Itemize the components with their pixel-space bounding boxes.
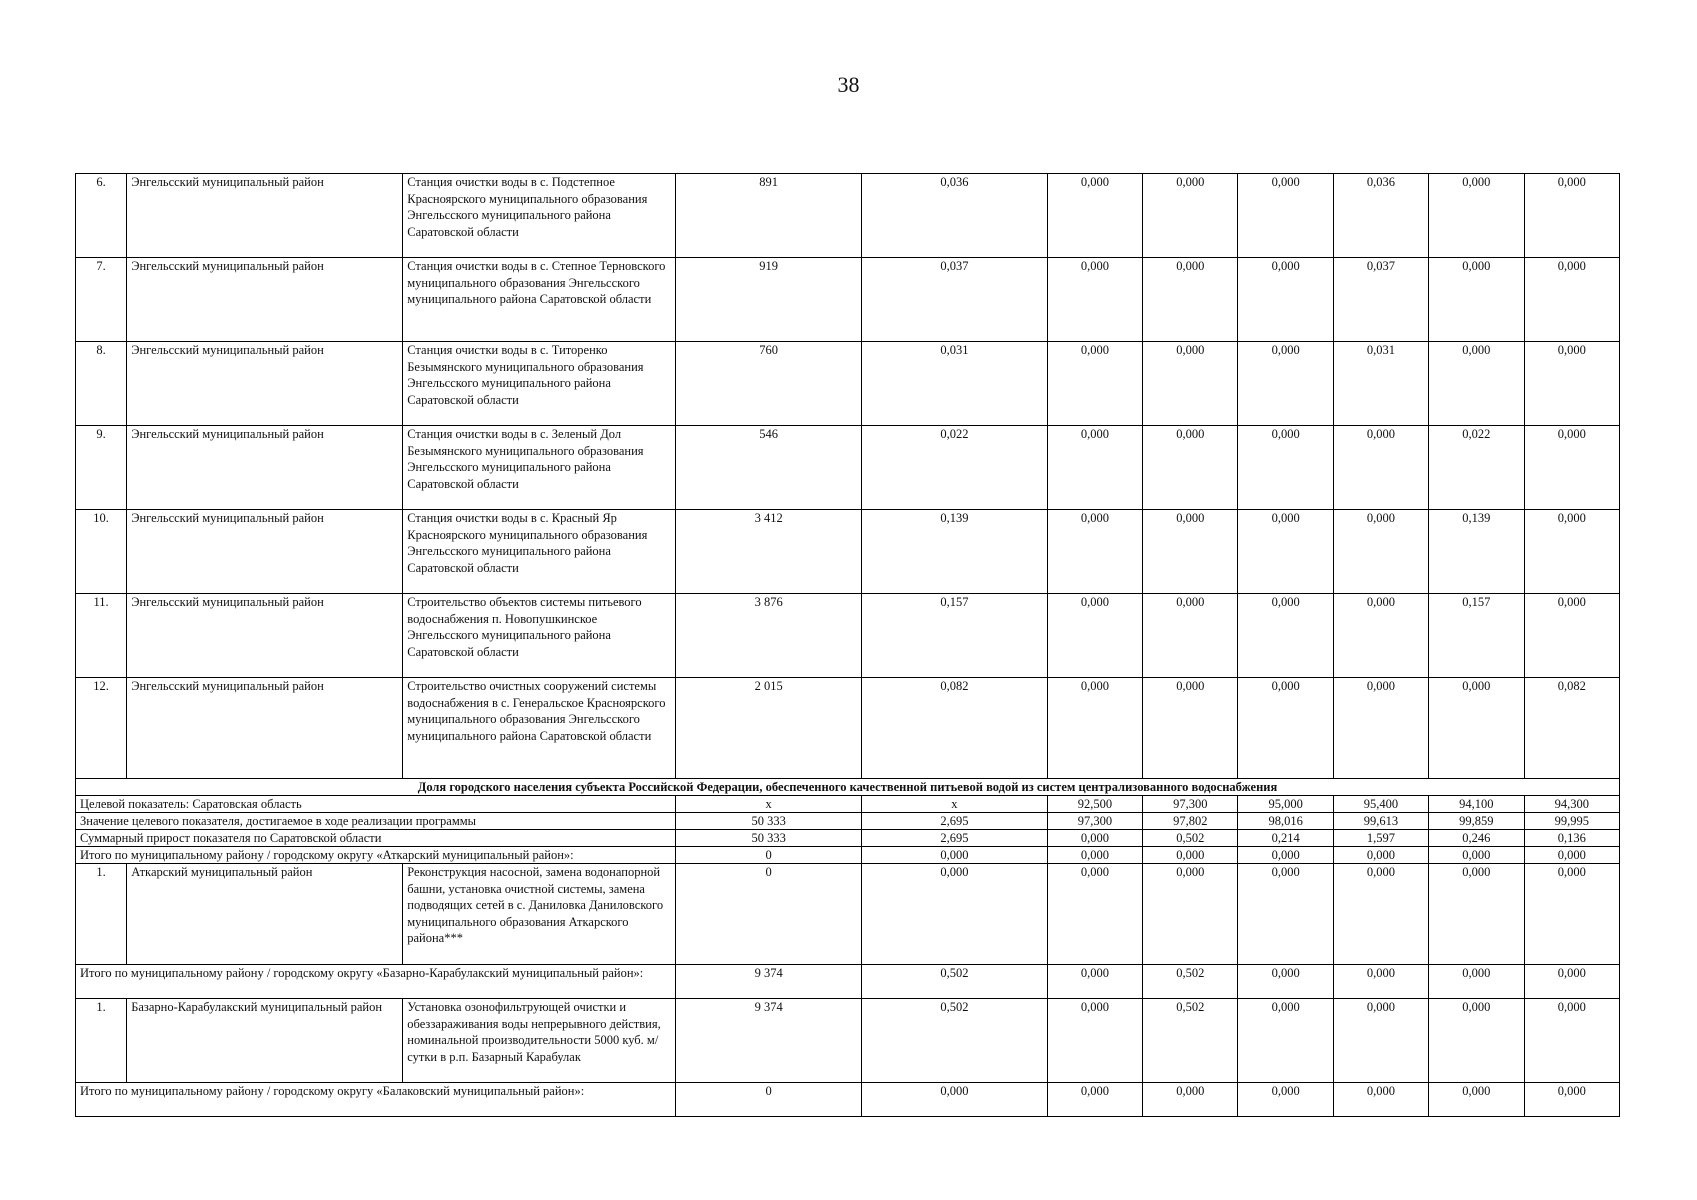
row-number: 8.: [76, 342, 127, 426]
value-cell: 0,000: [1333, 426, 1428, 510]
value-cell: 0,246: [1429, 830, 1524, 847]
value-cell: 0,000: [1333, 847, 1428, 864]
value-cell: 0,000: [1429, 864, 1524, 965]
table-row: [76, 594, 1620, 678]
value-cell: 0,157: [1429, 594, 1524, 678]
value-cell: 92,500: [1047, 796, 1142, 813]
value-cell: 95,400: [1333, 796, 1428, 813]
value-cell: 0,000: [1047, 1083, 1142, 1117]
summary-row: [76, 1083, 1620, 1117]
row-number: 7.: [76, 258, 127, 342]
value-cell: 0,082: [1524, 678, 1619, 779]
value-cell: 98,016: [1238, 813, 1333, 830]
table-row: [76, 999, 1620, 1083]
value-cell: 0,000: [1333, 1083, 1428, 1117]
value-cell: 0,000: [1429, 1083, 1524, 1117]
district-cell: Базарно-Карабулакский муниципальный район: [127, 999, 403, 1083]
value-cell: 0,000: [1333, 864, 1428, 965]
district-cell: Энгельсский муниципальный район: [127, 510, 403, 594]
row-number: 1.: [76, 864, 127, 965]
value-cell: 0,000: [1238, 864, 1333, 965]
table-row: [76, 258, 1620, 342]
value-cell: 0,000: [1429, 342, 1524, 426]
district-cell: Энгельсский муниципальный район: [127, 174, 403, 258]
value-cell: 0,000: [1429, 999, 1524, 1083]
value-cell: 0,000: [1238, 678, 1333, 779]
object-cell: Станция очистки воды в с. Подстепное Красноярского муниципального образования Энгельсского муниципального района Саратовской области: [403, 174, 676, 258]
summary-label: Значение целевого показателя, достигаемое в ходе реализации программы: [76, 813, 676, 830]
value-cell: 0,502: [862, 965, 1048, 999]
value-cell: 0,000: [1047, 594, 1142, 678]
value-cell: 0,000: [1143, 342, 1238, 426]
object-cell: Станция очистки воды в с. Красный Яр Красноярского муниципального образования Энгельсского муниципального района Саратовской области: [403, 510, 676, 594]
district-cell: Энгельсский муниципальный район: [127, 678, 403, 779]
value-cell: 0,000: [1238, 342, 1333, 426]
object-cell: Установка озонофильтрующей очистки и обеззараживания воды непрерывного действия, номинальной производительности 5000 куб. м/сутки в р.п. Базарный Карабулак: [403, 999, 676, 1083]
value-cell: 0,000: [1143, 258, 1238, 342]
summary-label: Целевой показатель: Саратовская область: [76, 796, 676, 813]
district-cell: Энгельсский муниципальный район: [127, 342, 403, 426]
value-cell: 0,000: [1143, 1083, 1238, 1117]
value-cell: 0,502: [1143, 965, 1238, 999]
value-cell: 0,000: [1333, 594, 1428, 678]
value-cell: 0,139: [1429, 510, 1524, 594]
value-cell: 0,082: [862, 678, 1048, 779]
value-cell: 0,037: [1333, 258, 1428, 342]
value-cell: 3 412: [676, 510, 862, 594]
value-cell: 0,214: [1238, 830, 1333, 847]
page-number: 38: [837, 72, 860, 97]
value-cell: 0,000: [1238, 1083, 1333, 1117]
value-cell: 0,000: [1047, 965, 1142, 999]
value-cell: 99,613: [1333, 813, 1428, 830]
section-title: Доля городского населения субъекта Российской Федерации, обеспеченного качественной питьевой водой из систем централизованного водоснабжения: [76, 779, 1620, 796]
summary-label: Итого по муниципальному району / городскому округу «Базарно-Карабулакский муниципальный район»:: [76, 965, 676, 999]
value-cell: 0,502: [862, 999, 1048, 1083]
row-number: 9.: [76, 426, 127, 510]
value-cell: 0,000: [1238, 426, 1333, 510]
value-cell: 0,000: [1429, 258, 1524, 342]
row-number: 6.: [76, 174, 127, 258]
table-row: [76, 174, 1620, 258]
value-cell: 0,000: [1143, 174, 1238, 258]
value-cell: 546: [676, 426, 862, 510]
value-cell: 0,022: [1429, 426, 1524, 510]
value-cell: 0,000: [1047, 510, 1142, 594]
value-cell: 0,000: [1047, 999, 1142, 1083]
value-cell: 0,000: [1238, 594, 1333, 678]
value-cell: 0,000: [1524, 847, 1619, 864]
value-cell: 0,031: [1333, 342, 1428, 426]
value-cell: 3 876: [676, 594, 862, 678]
value-cell: 97,802: [1143, 813, 1238, 830]
value-cell: 9 374: [676, 965, 862, 999]
value-cell: 0,000: [1333, 678, 1428, 779]
value-cell: 0,000: [1238, 847, 1333, 864]
object-cell: Станция очистки воды в с. Зеленый Дол Безымянского муниципального образования Энгельсского муниципального района Саратовской области: [403, 426, 676, 510]
summary-row: [76, 847, 1620, 864]
summary-label: Суммарный прирост показателя по Саратовской области: [76, 830, 676, 847]
value-cell: 99,995: [1524, 813, 1619, 830]
value-cell: 0,502: [1143, 999, 1238, 1083]
value-cell: 0,000: [1524, 965, 1619, 999]
value-cell: 0,000: [1238, 510, 1333, 594]
value-cell: 50 333: [676, 813, 862, 830]
value-cell: 0,000: [1047, 174, 1142, 258]
value-cell: 0,036: [862, 174, 1048, 258]
value-cell: 94,300: [1524, 796, 1619, 813]
value-cell: 0,000: [1524, 342, 1619, 426]
value-cell: 0,031: [862, 342, 1048, 426]
value-cell: 0: [676, 864, 862, 965]
value-cell: 2,695: [862, 813, 1048, 830]
value-cell: 0,000: [1047, 864, 1142, 965]
value-cell: 0,037: [862, 258, 1048, 342]
value-cell: 0,136: [1524, 830, 1619, 847]
value-cell: 97,300: [1047, 813, 1142, 830]
table-row: [76, 510, 1620, 594]
value-cell: 0,000: [1238, 174, 1333, 258]
object-cell: Станция очистки воды в с. Титоренко Безымянского муниципального образования Энгельсского муниципального района Саратовской области: [403, 342, 676, 426]
value-cell: 0,036: [1333, 174, 1428, 258]
row-number: 1.: [76, 999, 127, 1083]
value-cell: x: [676, 796, 862, 813]
value-cell: 0,000: [1047, 678, 1142, 779]
value-cell: 919: [676, 258, 862, 342]
value-cell: 1,597: [1333, 830, 1428, 847]
section-header-row: [76, 779, 1620, 796]
value-cell: 0,000: [1143, 847, 1238, 864]
value-cell: 0,139: [862, 510, 1048, 594]
value-cell: 94,100: [1429, 796, 1524, 813]
value-cell: 891: [676, 174, 862, 258]
summary-row: [76, 813, 1620, 830]
value-cell: 0,000: [1524, 426, 1619, 510]
value-cell: 0,000: [1143, 426, 1238, 510]
row-number: 10.: [76, 510, 127, 594]
value-cell: 0,000: [1143, 594, 1238, 678]
summary-row: [76, 796, 1620, 813]
object-cell: Строительство объектов системы питьевого водоснабжения п. Новопушкинское Энгельсского муниципального района Саратовской области: [403, 594, 676, 678]
table-row: [76, 342, 1620, 426]
object-cell: Станция очистки воды в с. Степное Терновского муниципального образования Энгельсского муниципального района Саратовской области: [403, 258, 676, 342]
value-cell: 0,000: [862, 1083, 1048, 1117]
table-row: [76, 426, 1620, 510]
table-row: [76, 864, 1620, 965]
value-cell: 760: [676, 342, 862, 426]
value-cell: 2 015: [676, 678, 862, 779]
table-body: [76, 174, 1620, 1117]
summary-label: Итого по муниципальному району / городскому округу «Аткарский муниципальный район»:: [76, 847, 676, 864]
value-cell: 0,000: [1047, 426, 1142, 510]
district-cell: Энгельсский муниципальный район: [127, 426, 403, 510]
value-cell: 0,000: [1429, 965, 1524, 999]
row-number: 11.: [76, 594, 127, 678]
value-cell: 9 374: [676, 999, 862, 1083]
value-cell: 95,000: [1238, 796, 1333, 813]
value-cell: 0,000: [1047, 830, 1142, 847]
value-cell: x: [862, 796, 1048, 813]
value-cell: 0: [676, 847, 862, 864]
value-cell: 0,000: [1429, 847, 1524, 864]
value-cell: 0,000: [1429, 174, 1524, 258]
value-cell: 0,000: [862, 864, 1048, 965]
summary-label: Итого по муниципальному району / городскому округу «Балаковский муниципальный район»:: [76, 1083, 676, 1117]
district-cell: Энгельсский муниципальный район: [127, 258, 403, 342]
value-cell: 0,000: [1524, 174, 1619, 258]
summary-row: [76, 830, 1620, 847]
district-cell: Энгельсский муниципальный район: [127, 594, 403, 678]
value-cell: 99,859: [1429, 813, 1524, 830]
value-cell: 0,000: [1524, 999, 1619, 1083]
value-cell: 0,000: [1143, 678, 1238, 779]
value-cell: 0,000: [1333, 965, 1428, 999]
value-cell: 0,157: [862, 594, 1048, 678]
data-table: [75, 173, 1620, 1117]
value-cell: 0,000: [1524, 510, 1619, 594]
row-number: 12.: [76, 678, 127, 779]
value-cell: 0,022: [862, 426, 1048, 510]
district-cell: Аткарский муниципальный район: [127, 864, 403, 965]
summary-row: [76, 965, 1620, 999]
value-cell: 0,000: [1143, 864, 1238, 965]
value-cell: 0,000: [1333, 510, 1428, 594]
value-cell: 97,300: [1143, 796, 1238, 813]
value-cell: 0: [676, 1083, 862, 1117]
value-cell: 0,000: [1524, 258, 1619, 342]
value-cell: 0,000: [862, 847, 1048, 864]
value-cell: 0,000: [1238, 258, 1333, 342]
value-cell: 0,000: [1238, 999, 1333, 1083]
object-cell: Реконструкция насосной, замена водонапорной башни, установка очистной системы, замена подводящих сетей в с. Даниловка Даниловского муниципального образования Аткарского района***: [403, 864, 676, 965]
value-cell: 0,000: [1047, 847, 1142, 864]
value-cell: 0,000: [1524, 864, 1619, 965]
value-cell: 0,000: [1333, 999, 1428, 1083]
value-cell: 0,000: [1238, 965, 1333, 999]
value-cell: 0,000: [1429, 678, 1524, 779]
value-cell: 0,000: [1524, 1083, 1619, 1117]
value-cell: 50 333: [676, 830, 862, 847]
value-cell: 0,502: [1143, 830, 1238, 847]
value-cell: 0,000: [1047, 258, 1142, 342]
object-cell: Строительство очистных сооружений системы водоснабжения в с. Генеральское Красноярского муниципального образования Энгельсского муниципального района Саратовской области: [403, 678, 676, 779]
value-cell: 0,000: [1143, 510, 1238, 594]
table-row: [76, 678, 1620, 779]
value-cell: 2,695: [862, 830, 1048, 847]
value-cell: 0,000: [1524, 594, 1619, 678]
value-cell: 0,000: [1047, 342, 1142, 426]
